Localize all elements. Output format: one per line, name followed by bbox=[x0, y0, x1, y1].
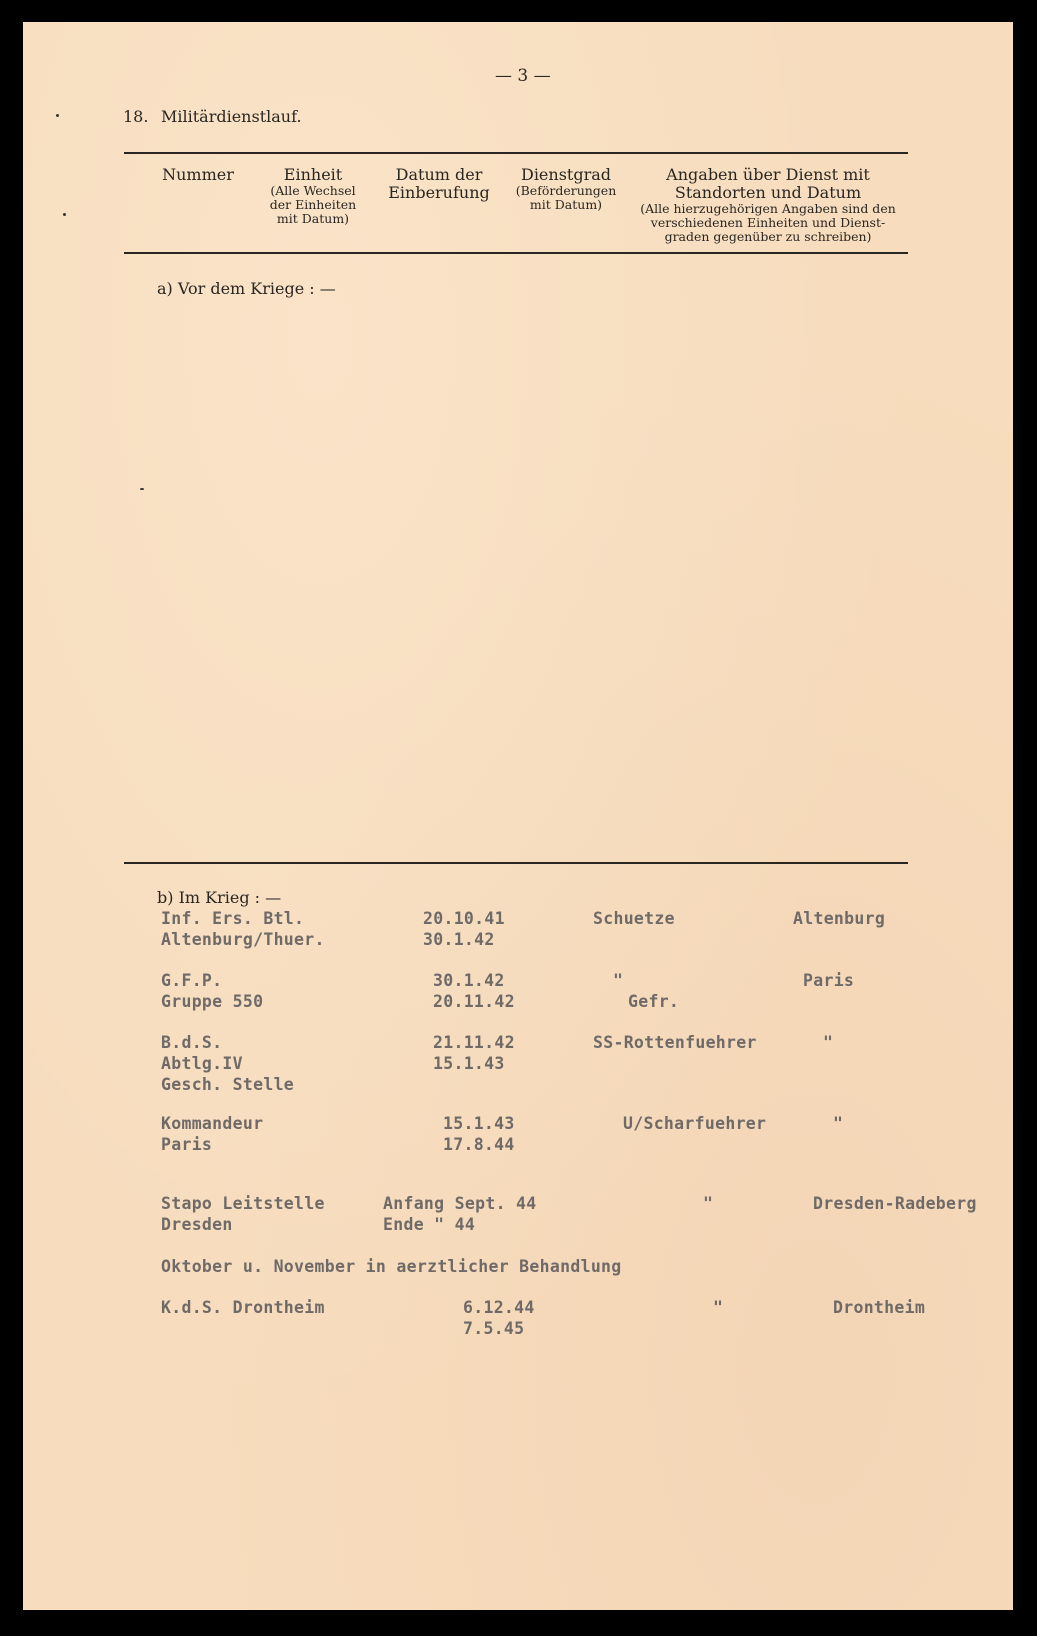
subsection-b: b) Im Krieg : — bbox=[157, 888, 282, 907]
subsection-a: a) Vor dem Kriege : — bbox=[157, 279, 336, 298]
col-dienstgrad-note: mit Datum) bbox=[529, 197, 603, 212]
col-angaben-note: graden gegenüber zu schreiben) bbox=[664, 229, 872, 244]
col-datum-label: Datum der bbox=[395, 165, 483, 184]
entry-unit: Inf. Ers. Btl. bbox=[161, 909, 305, 928]
entry-rank: U/Scharfuehrer bbox=[623, 1114, 767, 1133]
entry-unit: Abtlg.IV bbox=[161, 1054, 243, 1073]
entry-unit: Gruppe 550 bbox=[161, 992, 264, 1011]
entry-place: " bbox=[823, 1033, 834, 1052]
entry-date: 15.1.43 bbox=[443, 1114, 515, 1133]
section-divider bbox=[124, 862, 908, 864]
entry-date: 15.1.43 bbox=[433, 1054, 505, 1073]
col-einheit-label: Einheit bbox=[283, 165, 343, 184]
entry-place: " bbox=[833, 1114, 844, 1133]
entry-date: 30.1.42 bbox=[433, 971, 505, 990]
header-top-rule bbox=[124, 152, 908, 154]
entry-date: Ende " 44 bbox=[383, 1215, 476, 1234]
document-page bbox=[23, 22, 1013, 1610]
entry-note: Oktober u. November in aerztlicher Behandlung bbox=[161, 1257, 622, 1276]
col-angaben-label: Standorten und Datum bbox=[674, 183, 862, 202]
col-dienstgrad-label: Dienstgrad bbox=[520, 165, 612, 184]
entry-place: Drontheim bbox=[833, 1298, 926, 1317]
entry-rank: " bbox=[703, 1194, 714, 1213]
entry-date: 17.8.44 bbox=[443, 1135, 515, 1154]
entry-rank: " bbox=[613, 971, 624, 990]
col-einheit-note: der Einheiten bbox=[269, 197, 357, 212]
section-number: 18. bbox=[123, 107, 149, 126]
col-angaben-note: (Alle hierzugehörigen Angaben sind den bbox=[640, 201, 896, 216]
entry-rank: Schuetze bbox=[593, 909, 675, 928]
entry-date: Anfang Sept. 44 bbox=[383, 1194, 537, 1213]
col-dienstgrad-note: (Beförderungen bbox=[515, 183, 617, 198]
speck bbox=[140, 488, 144, 490]
entry-unit: Altenburg/Thuer. bbox=[161, 930, 325, 949]
entry-date: 30.1.42 bbox=[423, 930, 495, 949]
entry-unit: Stapo Leitstelle bbox=[161, 1194, 325, 1213]
entry-date: 6.12.44 bbox=[463, 1298, 535, 1317]
entry-unit: Gesch. Stelle bbox=[161, 1075, 295, 1094]
entry-rank: " bbox=[713, 1298, 724, 1317]
col-angaben-label: Angaben über Dienst mit bbox=[666, 165, 870, 184]
col-angaben-note: verschiedenen Einheiten und Dienst- bbox=[650, 215, 886, 230]
section-title: Militärdienstlauf. bbox=[161, 107, 302, 126]
col-nummer bbox=[148, 166, 248, 184]
entry-date: 20.10.41 bbox=[423, 909, 505, 928]
page-number: — 3 — bbox=[495, 66, 551, 86]
col-dienstgrad bbox=[513, 166, 619, 212]
entry-place: Paris bbox=[803, 971, 855, 990]
entry-date: 21.11.42 bbox=[433, 1033, 515, 1052]
entry-date: 20.11.42 bbox=[433, 992, 515, 1011]
entry-unit: Paris bbox=[161, 1135, 213, 1154]
entry-date: 7.5.45 bbox=[463, 1319, 525, 1338]
entry-unit: Kommandeur bbox=[161, 1114, 264, 1133]
col-datum bbox=[379, 166, 499, 202]
speck bbox=[56, 114, 59, 117]
entry-unit: B.d.S. bbox=[161, 1033, 223, 1052]
col-einheit-note: mit Datum) bbox=[276, 211, 350, 226]
entry-place: Dresden-Radeberg bbox=[813, 1194, 977, 1213]
entry-rank: SS-Rottenfuehrer bbox=[593, 1033, 757, 1052]
col-angaben bbox=[627, 166, 909, 244]
entry-unit: K.d.S. Drontheim bbox=[161, 1298, 325, 1317]
entry-unit: Dresden bbox=[161, 1215, 233, 1234]
col-einheit bbox=[258, 166, 368, 226]
entry-rank: Gefr. bbox=[628, 992, 680, 1011]
speck bbox=[63, 213, 66, 216]
col-datum-label: Einberufung bbox=[388, 183, 490, 202]
col-nummer-label: Nummer bbox=[162, 165, 234, 184]
col-einheit-note: (Alle Wechsel bbox=[270, 183, 356, 198]
entry-place: Altenburg bbox=[793, 909, 886, 928]
entry-unit: G.F.P. bbox=[161, 971, 223, 990]
header-bottom-rule bbox=[124, 252, 908, 254]
